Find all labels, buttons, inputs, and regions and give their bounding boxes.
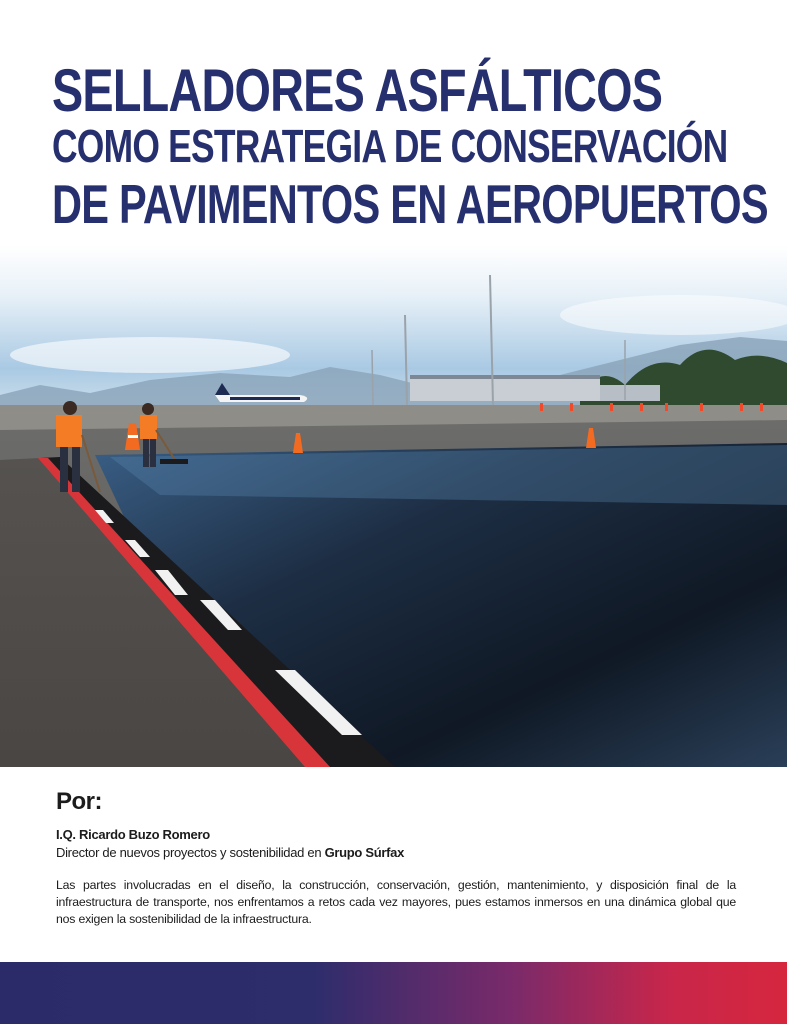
article-title-line-3: DE PAVIMENTOS EN AEROPUERTOS [52, 173, 768, 235]
intro-paragraph: Las partes involucradas en el diseño, la construcción, conservación, gestión, mantenimiento, y disposición final de la infraestructura de transporte, nos enfrentamos a retos cada vez mayores, pues estamos inmersos en una dinámica global que nos exigen la sostenibilidad de la infraestructura. [56, 878, 736, 926]
article-title-line-1: SELLADORES ASFÁLTICOS [52, 57, 663, 124]
footer-gradient-band [0, 962, 787, 1024]
author-role-text: Director de nuevos proyectos y sostenibilidad en [56, 845, 322, 860]
company-name: Grupo Súrfax [324, 845, 405, 860]
author-role [56, 845, 404, 860]
author-name: I.Q. Ricardo Buzo Romero [56, 827, 210, 842]
article-title-line-2: COMO ESTRATEGIA DE CONSERVACIÓN [52, 120, 728, 172]
airport-pavement-photo [0, 245, 787, 767]
byline-label: Por: [56, 788, 102, 815]
